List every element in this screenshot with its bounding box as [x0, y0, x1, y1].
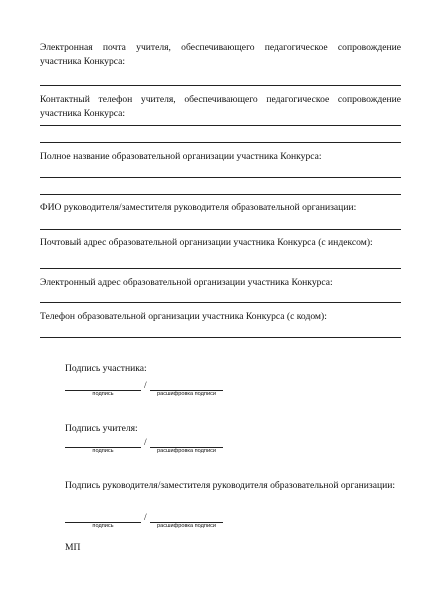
- participant-decoding-caption: расшифровка подписи: [156, 391, 217, 397]
- org-phone-label: Телефон образовательной организации участника Конкурса (с кодом):: [40, 311, 327, 322]
- participant-separator: /: [144, 380, 147, 391]
- participant-signature-caption: подпись: [92, 391, 114, 397]
- postal-address-label: Почтовый адрес образовательной организации участника Конкурса (с индексом):: [40, 237, 373, 248]
- head-signature-caption: подпись: [92, 523, 114, 529]
- org-name-line-2[interactable]: [40, 194, 401, 195]
- head-separator: /: [144, 512, 147, 523]
- teacher-phone-line-2[interactable]: [40, 142, 401, 143]
- postal-address-line[interactable]: [40, 268, 401, 269]
- org-phone-line[interactable]: [40, 337, 401, 338]
- participant-signature-label: Подпись участника:: [65, 363, 147, 374]
- org-email-line[interactable]: [40, 302, 401, 303]
- teacher-signature-label: Подпись учителя:: [65, 423, 138, 434]
- teacher-email-line[interactable]: [40, 85, 401, 86]
- teacher-email-label: Электронная почта учителя, обеспечивающего педагогическое сопровождение участника Конкурса:: [40, 42, 401, 67]
- head-signature-label: Подпись руководителя/заместителя руководителя образовательной организации:: [65, 480, 396, 491]
- head-name-label: ФИО руководителя/заместителя руководителя образовательной организации:: [40, 202, 357, 213]
- teacher-phone-line-1[interactable]: [40, 125, 401, 126]
- teacher-separator: /: [144, 437, 147, 448]
- org-email-label: Электронный адрес образовательной организации участника Конкурса:: [40, 277, 333, 288]
- teacher-phone-label: Контактный телефон учителя, обеспечивающего педагогическое сопровождение участника Конкурса:: [40, 94, 401, 119]
- teacher-signature-caption: подпись: [92, 448, 114, 454]
- head-name-line[interactable]: [40, 229, 401, 230]
- head-decoding-caption: расшифровка подписи: [156, 523, 217, 529]
- teacher-decoding-caption: расшифровка подписи: [156, 448, 217, 454]
- org-name-label: Полное название образовательной организации участника Конкурса:: [40, 151, 322, 162]
- stamp-place: МП: [65, 542, 81, 553]
- org-name-line-1[interactable]: [40, 177, 401, 178]
